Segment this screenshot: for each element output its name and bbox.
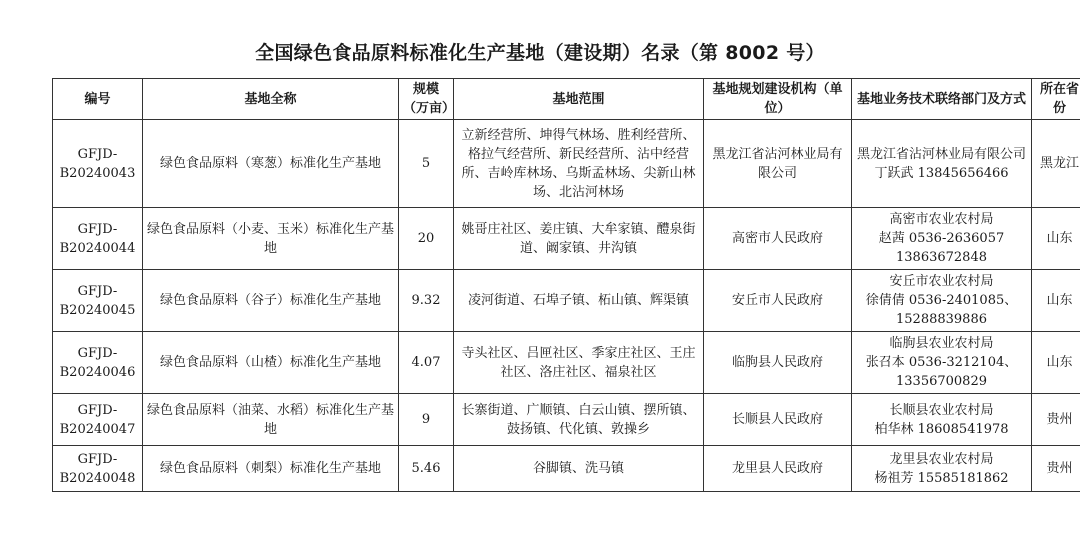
cell-line: 柏华林 18608541978 — [874, 421, 1009, 437]
cell-line: 长顺县农业农村局 — [889, 402, 994, 418]
cell-line: 13863672848 — [896, 250, 987, 265]
cell-contact — [852, 332, 1032, 394]
table-row — [53, 120, 1080, 208]
cell-scale: 5 — [399, 120, 454, 208]
cell-unit: 安丘市人民政府 — [704, 270, 852, 332]
cell-line: 15288839886 — [896, 312, 987, 327]
cell-scope: 寺头社区、吕匣社区、季家庄社区、王庄社区、洛庄社区、福泉社区 — [454, 332, 704, 394]
cell-province: 贵州 — [1032, 446, 1080, 492]
cell-line: 高密市农业农村局 — [889, 212, 994, 227]
table-row — [53, 446, 1080, 492]
cell-line: 临朐县农业农村局 — [889, 336, 994, 351]
cell-province: 贵州 — [1032, 394, 1080, 446]
cell-id: GFJD-B20240046 — [53, 332, 143, 394]
cell-scale: 9 — [399, 394, 454, 446]
cell-scale: 4.07 — [399, 332, 454, 394]
cell-scale: 20 — [399, 208, 454, 270]
cell-line: 徐倩倩 0536-2401085、 — [865, 293, 1018, 308]
cell-name: 绿色食品原料（山楂）标准化生产基地 — [143, 332, 399, 394]
cell-id: GFJD-B20240043 — [53, 120, 143, 208]
table-row — [53, 332, 1080, 394]
table-row — [53, 270, 1080, 332]
cell-province: 黑龙江 — [1032, 120, 1080, 208]
cell-province: 山东 — [1032, 332, 1080, 394]
cell-scale: 9.32 — [399, 270, 454, 332]
cell-name: 绿色食品原料（小麦、玉米）标准化生产基地 — [143, 208, 399, 270]
cell-contact — [852, 208, 1032, 270]
header-id: 编号 — [53, 79, 143, 120]
cell-id: GFJD-B20240044 — [53, 208, 143, 270]
header-row — [53, 79, 1080, 120]
header-name: 基地全称 — [143, 79, 399, 120]
base-roster-table — [52, 78, 1080, 492]
cell-scope: 谷脚镇、洗马镇 — [454, 446, 704, 492]
table-row — [53, 394, 1080, 446]
cell-scope: 姚哥庄社区、姜庄镇、大牟家镇、醴泉街道、阚家镇、井沟镇 — [454, 208, 704, 270]
cell-unit: 黑龙江省沾河林业局有限公司 — [704, 120, 852, 208]
cell-line: 安丘市农业农村局 — [889, 274, 994, 289]
cell-contact: 黑龙江省沾河林业局有限公司丁跃武 13845656466 — [852, 120, 1032, 208]
header-scale: 规模（万亩） — [399, 79, 454, 120]
cell-province: 山东 — [1032, 208, 1080, 270]
cell-province: 山东 — [1032, 270, 1080, 332]
cell-line: 杨祖芳 15585181862 — [874, 470, 1009, 486]
cell-scope: 长寨街道、广顺镇、白云山镇、摆所镇、鼓扬镇、代化镇、敦操乡 — [454, 394, 704, 446]
cell-unit: 高密市人民政府 — [704, 208, 852, 270]
cell-line: 龙里县农业农村局 — [889, 451, 994, 467]
cell-line: 赵茜 0536-2636057 — [878, 231, 1005, 246]
cell-contact — [852, 394, 1032, 446]
cell-contact — [852, 446, 1032, 492]
table-row — [53, 208, 1080, 270]
cell-name: 绿色食品原料（刺梨）标准化生产基地 — [143, 446, 399, 492]
cell-name: 绿色食品原料（寒葱）标准化生产基地 — [143, 120, 399, 208]
cell-scope: 立新经营所、坤得气林场、胜利经营所、格拉气经营所、新民经营所、沾中经营所、吉岭库林场、乌斯孟林场、尖新山林场、北沾河林场 — [454, 120, 704, 208]
header-province: 所在省份 — [1032, 79, 1080, 120]
header-scope: 基地范围 — [454, 79, 704, 120]
cell-scope: 凌河街道、石埠子镇、柘山镇、辉渠镇 — [454, 270, 704, 332]
cell-unit: 临朐县人民政府 — [704, 332, 852, 394]
cell-name: 绿色食品原料（谷子）标准化生产基地 — [143, 270, 399, 332]
header-contact: 基地业务技术联络部门及方式 — [852, 79, 1032, 120]
header-unit: 基地规划建设机构（单位） — [704, 79, 852, 120]
cell-line: 张召本 0536-3212104、 — [865, 355, 1018, 370]
cell-id: GFJD-B20240048 — [53, 446, 143, 492]
document-title: 全国绿色食品原料标准化生产基地（建设期）名录（第 8002 号） — [255, 42, 825, 64]
cell-unit: 龙里县人民政府 — [704, 446, 852, 492]
cell-id: GFJD-B20240047 — [53, 394, 143, 446]
cell-scale: 5.46 — [399, 446, 454, 492]
cell-line: 13356700829 — [896, 374, 987, 389]
cell-contact — [852, 270, 1032, 332]
cell-name: 绿色食品原料（油菜、水稻）标准化生产基地 — [143, 394, 399, 446]
cell-id: GFJD-B20240045 — [53, 270, 143, 332]
cell-unit: 长顺县人民政府 — [704, 394, 852, 446]
